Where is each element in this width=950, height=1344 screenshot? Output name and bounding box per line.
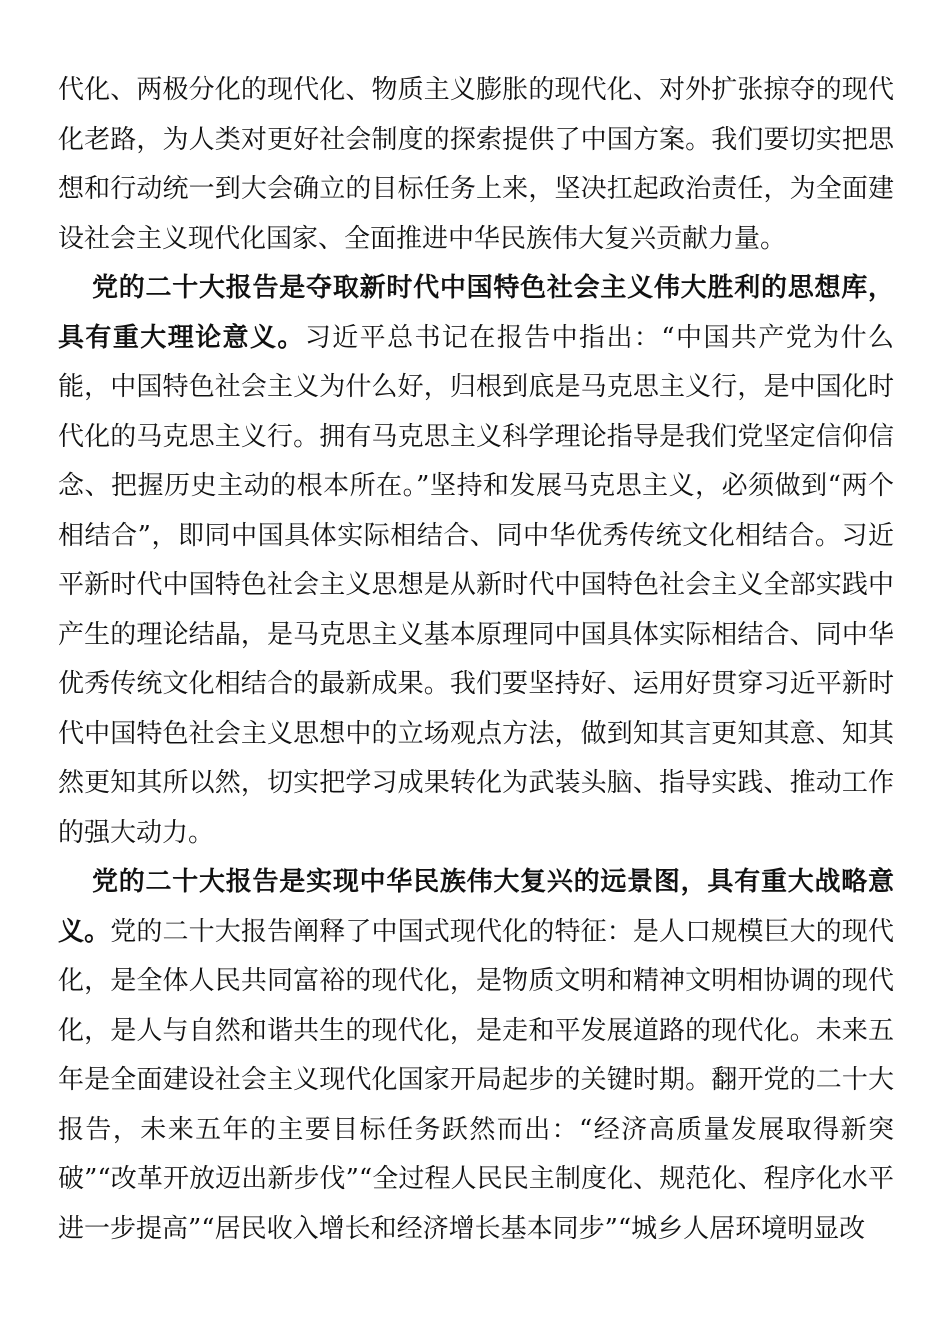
document-body: [58, 66, 894, 1254]
paragraph-theoretical-significance: [58, 264, 894, 858]
paragraph-continuation: [58, 66, 894, 264]
paragraph-strategic-significance: [58, 858, 894, 1254]
paragraph-text: 代化、两极分化的现代化、物质主义膨胀的现代化、对外扩张掠夺的现代化老路，为人类对更好社会制度的探索提供了中国方案。我们要切实把思想和行动统一到大会确立的目标任务上来，坚决扛起政治责任，为全面建设社会主义现代化国家、全面推进中华民族伟大复兴贡献力量。: [58, 75, 894, 254]
paragraph-text: 习近平总书记在报告中指出：“中国共产党为什么能，中国特色社会主义为什么好，归根到底是马克思主义行，是中国化时代化的马克思主义行。拥有马克思主义科学理论指导是我们党坚定信仰信念、把握历史主动的根本所在。”坚持和发展马克思主义，必须做到“两个相结合”，即同中国具体实际相结合、同中华优秀传统文化相结合。习近平新时代中国特色社会主义思想是从新时代中国特色社会主义全部实践中产生的理论结晶，是马克思主义基本原理同中国具体实际相结合、同中华优秀传统文化相结合的最新成果。我们要坚持好、运用好贯穿习近平新时代中国特色社会主义思想中的立场观点方法，做到知其言更知其意、知其然更知其所以然，切实把学习成果转化为武装头脑、指导实践、推动工作的强大动力。: [58, 322, 894, 848]
paragraph-lead-heading: 党的二十大报告是实现中华民族伟大复兴的远景图，具有重大战略意义。: [58, 867, 894, 947]
paragraph-text: 党的二十大报告阐释了中国式现代化的特征：是人口规模巨大的现代化，是全体人民共同富裕的现代化，是物质文明和精神文明相协调的现代化，是人与自然和谐共生的现代化，是走和平发展道路的现代化。未来五年是全面建设社会主义现代化国家开局起步的关键时期。翻开党的二十大报告，未来五年的主要目标任务跃然而出：“经济高质量发展取得新突破”“改革开放迈出新步伐”“全过程人民民主制度化、规范化、程序化水平进一步提高”“居民收入增长和经济增长基本同步”“城乡人居环境明显改: [58, 916, 894, 1244]
paragraph-lead-heading: 党的二十大报告是夺取新时代中国特色社会主义伟大胜利的思想库，具有重大理论意义。: [58, 273, 894, 353]
